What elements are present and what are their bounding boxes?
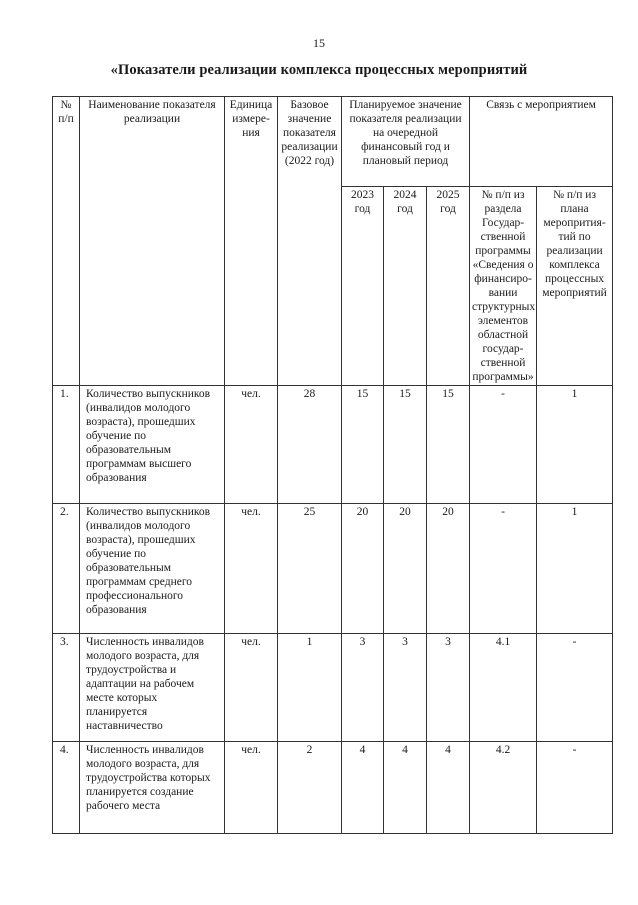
- row-2023: 15: [342, 386, 384, 504]
- row-unit: чел.: [225, 386, 278, 504]
- row-name: Количество выпускников (инвалидов молодого возраста), прошедших обучение по образовательным программам среднего профессионального образования: [80, 504, 225, 634]
- header-year-2023: 2023 год: [342, 187, 384, 386]
- header-unit: Единица измере-ния: [225, 97, 278, 386]
- row-link-plan: -: [537, 742, 613, 834]
- row-link-plan: -: [537, 634, 613, 742]
- header-num: № п/п: [53, 97, 80, 386]
- row-2025: 15: [427, 386, 470, 504]
- row-2025: 20: [427, 504, 470, 634]
- row-link-gp: -: [470, 386, 537, 504]
- row-2023: 4: [342, 742, 384, 834]
- row-name: Численность инвалидов молодого возраста, для трудоустройства и адаптации на рабочем месте которых планируется наставничество: [80, 634, 225, 742]
- row-2024: 4: [384, 742, 427, 834]
- row-base: 25: [278, 504, 342, 634]
- header-link: Связь с мероприятием: [470, 97, 613, 187]
- row-unit: чел.: [225, 504, 278, 634]
- header-link-plan: № п/п из плана меропрития-тий по реализации комплекса процессных мероприятий: [537, 187, 613, 386]
- row-link-gp: 4.1: [470, 634, 537, 742]
- row-base: 28: [278, 386, 342, 504]
- row-2024: 15: [384, 386, 427, 504]
- row-name: Численность инвалидов молодого возраста, для трудоустройства которых планируется создание рабочего места: [80, 742, 225, 834]
- row-unit: чел.: [225, 742, 278, 834]
- row-num: 2.: [53, 504, 80, 634]
- row-2023: 3: [342, 634, 384, 742]
- row-base: 2: [278, 742, 342, 834]
- table-row: [53, 634, 613, 742]
- indicators-table: [52, 96, 613, 834]
- table-row: [53, 386, 613, 504]
- page-title: «Показатели реализации комплекса процессных мероприятий: [110, 62, 528, 78]
- table-row: [53, 504, 613, 634]
- row-2024: 3: [384, 634, 427, 742]
- header-year-2024: 2024 год: [384, 187, 427, 386]
- row-2023: 20: [342, 504, 384, 634]
- row-num: 3.: [53, 634, 80, 742]
- row-base: 1: [278, 634, 342, 742]
- row-2025: 3: [427, 634, 470, 742]
- row-2025: 4: [427, 742, 470, 834]
- header-base: Базовое значение показателя реализации (2022 год): [278, 97, 342, 386]
- row-link-plan: 1: [537, 386, 613, 504]
- row-num: 1.: [53, 386, 80, 504]
- header-year-2025: 2025 год: [427, 187, 470, 386]
- header-planned: Планируемое значение показателя реализации на очередной финансовый год и плановый период: [342, 97, 470, 187]
- row-unit: чел.: [225, 634, 278, 742]
- row-link-gp: 4.2: [470, 742, 537, 834]
- row-link-gp: -: [470, 504, 537, 634]
- header-link-gp: № п/п из раздела Государ-ственной программы «Сведения о финансиро-вании структурных элементов областной государ-ственной программы»: [470, 187, 537, 386]
- row-name: Количество выпускников (инвалидов молодого возраста), прошедших обучение по образовательным программам высшего образования: [80, 386, 225, 504]
- table-row: [53, 742, 613, 834]
- row-num: 4.: [53, 742, 80, 834]
- row-link-plan: 1: [537, 504, 613, 634]
- row-2024: 20: [384, 504, 427, 634]
- page-number: 15: [313, 36, 325, 50]
- header-name: Наименование показателя реализации: [80, 97, 225, 386]
